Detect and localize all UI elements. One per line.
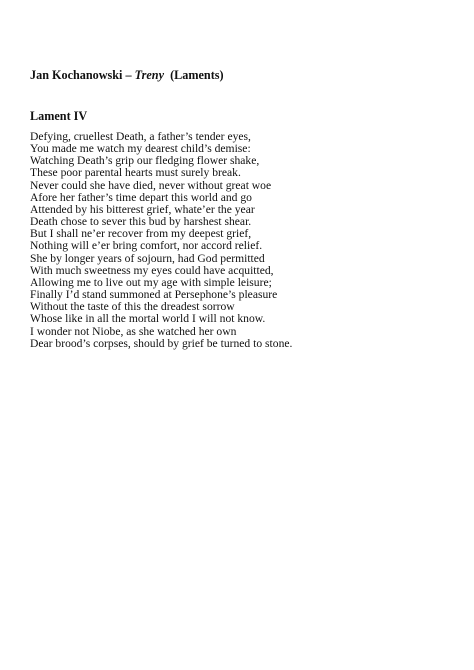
poem-line: These poor parental hearts must surely break. bbox=[30, 166, 241, 180]
poem-body bbox=[30, 131, 292, 350]
poem-line: Defying, cruellest Death, a father’s tender eyes, bbox=[30, 130, 251, 143]
poem-line: With much sweetness my eyes could have acquitted, bbox=[30, 263, 274, 277]
author-name: Jan Kochanowski – bbox=[30, 68, 135, 82]
poem-line: Death chose to sever this bud by harshest shear. bbox=[30, 215, 252, 229]
poem-line: Finally I’d stand summoned at Persephone’s pleasure bbox=[30, 288, 278, 302]
poem-line: You made me watch my dearest child’s demise: bbox=[30, 142, 251, 156]
poem-line: Never could she have died, never without great woe bbox=[30, 178, 272, 192]
poem-line: Nothing will e’er bring comfort, nor accord relief. bbox=[30, 239, 263, 253]
poem-line: She by longer years of sojourn, had God permitted bbox=[30, 251, 265, 265]
poem-line: Attended by his bitterest grief, whate’er the year bbox=[30, 202, 255, 216]
poem-line: Without the taste of this the dreadest sorrow bbox=[30, 300, 235, 314]
poem-line: Dear brood’s corpses, should by grief be turned to stone. bbox=[30, 336, 293, 350]
poem-line: Afore her father’s time depart this world and go bbox=[30, 190, 252, 204]
poem-line: Allowing me to live out my age with simple leisure; bbox=[30, 275, 272, 289]
poem-title: Lament IV bbox=[30, 109, 88, 123]
work-title: Treny bbox=[134, 68, 164, 82]
work-subtitle: (Laments) bbox=[163, 68, 224, 82]
document-heading bbox=[30, 68, 224, 83]
poem-line: But I shall ne’er recover from my deepest grief, bbox=[30, 227, 252, 241]
poem-line: I wonder not Niobe, as she watched her own bbox=[30, 324, 237, 338]
poem-line: Watching Death’s grip our fledging flower shake, bbox=[30, 154, 260, 168]
poem-line: Whose like in all the mortal world I will not know. bbox=[30, 312, 266, 326]
